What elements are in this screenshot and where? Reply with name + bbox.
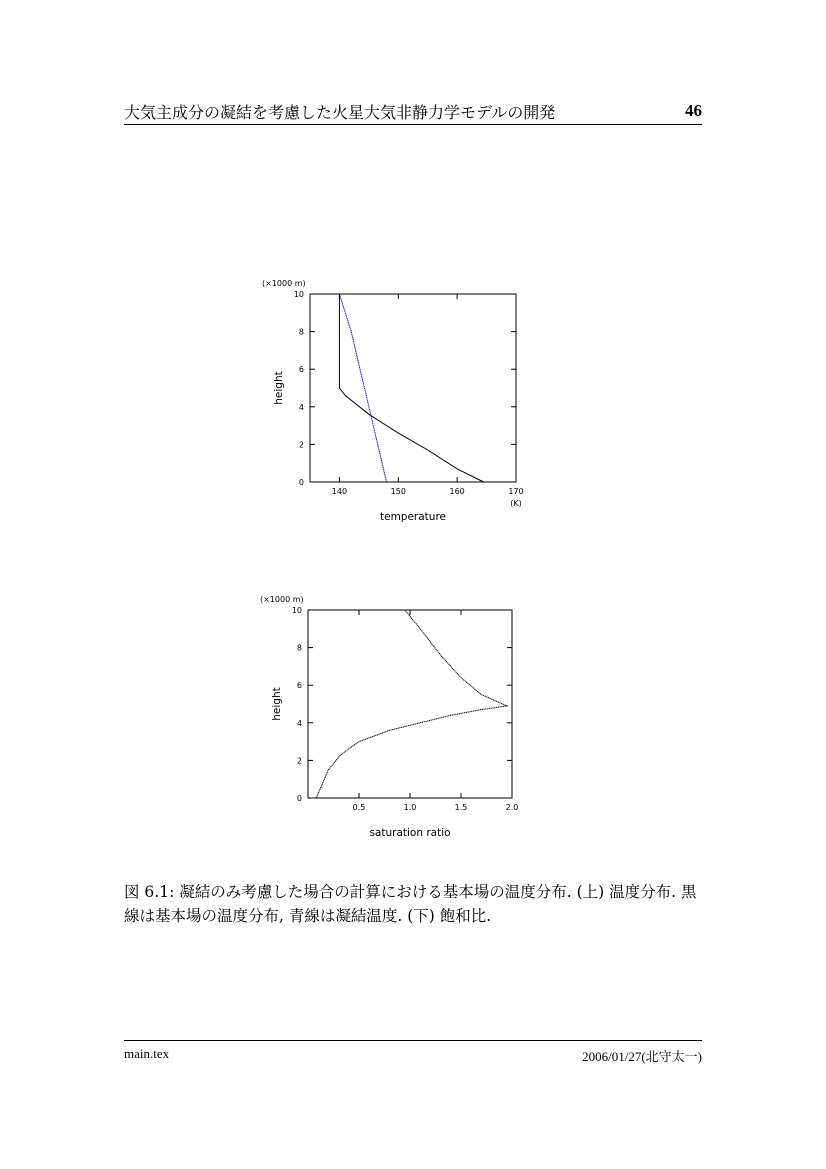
plot-frame [308, 610, 512, 798]
y-unit-label: (×1000 m) [262, 279, 306, 288]
x-axis-label: temperature [380, 511, 446, 523]
x-unit-label: (K) [510, 499, 522, 508]
caption-line-1: 図 6.1: 凝結のみ考慮した場合の計算における基本場の温度分布. (上) 温度分布. 黒 [124, 883, 697, 901]
temperature-chart-svg [250, 268, 550, 530]
y-tick-label: 10 [293, 290, 304, 299]
y-unit-label: (×1000 m) [260, 595, 304, 604]
x-tick-label: 140 [331, 487, 348, 496]
y-axis-label: height [271, 687, 283, 721]
x-tick-label: 160 [449, 487, 465, 496]
y-tick-label: 6 [298, 365, 304, 375]
series-line-1 [339, 294, 386, 482]
series-line-0 [316, 610, 507, 798]
running-header-title: 大気主成分の凝結を考慮した火星大気非静力学モデルの開発 [124, 103, 556, 122]
footer-filename: main.tex [124, 1046, 170, 1061]
figure-caption [124, 880, 704, 928]
y-tick-label: 2 [298, 440, 304, 450]
y-tick-label: 10 [291, 606, 302, 615]
x-tick-label: 0.5 [352, 803, 366, 812]
page-number: 46 [685, 101, 702, 120]
y-tick-label: 8 [298, 327, 304, 337]
y-tick-label: 8 [296, 643, 302, 653]
y-tick-label: 6 [296, 681, 302, 691]
x-axis-label: saturation ratio [369, 827, 451, 839]
saturation-chart-svg [250, 586, 550, 839]
y-axis-label: height [273, 371, 285, 405]
series-line-0 [339, 294, 483, 482]
x-tick-label: 150 [390, 487, 406, 496]
footer-rule [124, 1040, 702, 1041]
temperature-profile-chart [250, 268, 550, 530]
y-tick-label: 2 [296, 756, 302, 766]
y-tick-label: 4 [296, 718, 302, 728]
x-tick-label: 2.0 [505, 803, 519, 812]
plot-frame [310, 294, 516, 482]
y-tick-label: 0 [296, 794, 302, 803]
x-tick-label: 170 [508, 487, 524, 496]
header-rule [124, 124, 702, 125]
saturation-ratio-chart [250, 586, 550, 839]
x-tick-label: 1.5 [454, 803, 468, 812]
x-tick-label: 1.0 [403, 803, 417, 812]
footer-date-author: 2006/01/27(北守太一) [582, 1049, 702, 1064]
caption-line-2: 線は基本場の温度分布, 青線は凝結温度. (下) 飽和比. [124, 907, 492, 925]
y-tick-label: 0 [298, 478, 304, 487]
y-tick-label: 4 [298, 402, 304, 412]
